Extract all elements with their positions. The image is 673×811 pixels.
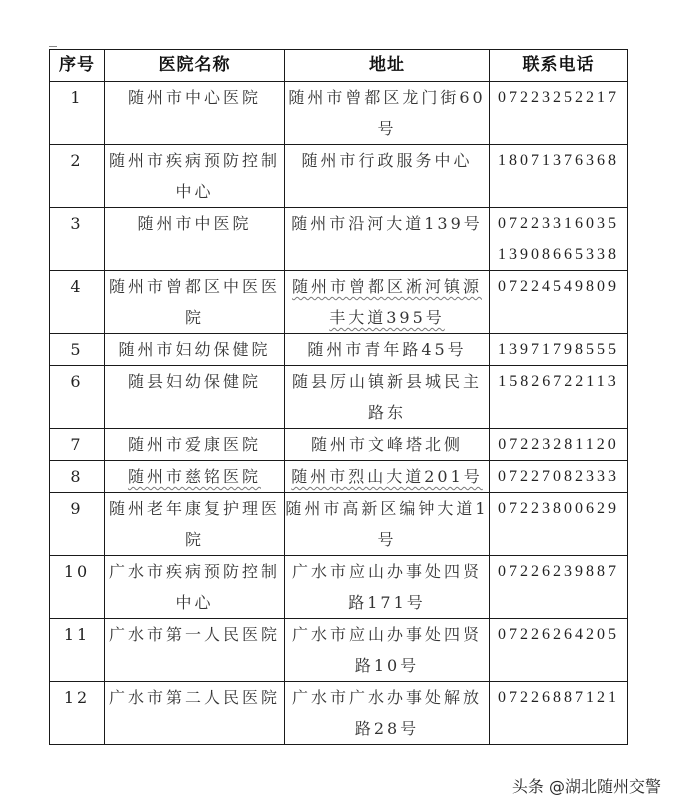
table-row	[50, 429, 628, 461]
phone-number: 07227082333	[498, 468, 619, 485]
phone-number: 13908665338	[498, 246, 619, 263]
row-no: 2	[50, 145, 105, 208]
hospital-phone	[490, 366, 628, 429]
phone-number: 07223800629	[498, 500, 619, 517]
row-no: 5	[50, 334, 105, 366]
hospital-address: 广水市应山办事处四贤路171号	[285, 556, 490, 619]
row-no: 4	[50, 271, 105, 334]
hospital-name: 随州市中医院	[105, 208, 285, 271]
hospital-name: 随州市妇幼保健院	[105, 334, 285, 366]
phone-number: 18071376368	[498, 152, 619, 169]
header-phone: 联系电话	[490, 50, 628, 82]
hospital-address: 随州市曾都区淅河镇源丰大道395号	[285, 271, 490, 334]
hospital-phone	[490, 334, 628, 366]
phone-number: 07224549809	[498, 278, 619, 295]
hospital-phone	[490, 82, 628, 145]
phone-number: 15826722113	[498, 373, 619, 390]
hospital-contact-table	[49, 49, 628, 745]
hospital-phone	[490, 682, 628, 745]
hospital-name: 广水市第一人民医院	[105, 619, 285, 682]
hospital-address: 随州市青年路45号	[285, 334, 490, 366]
row-no: 8	[50, 461, 105, 493]
phone-number: 13971798555	[498, 341, 619, 358]
hospital-name: 广水市疾病预防控制中心	[105, 556, 285, 619]
row-no: 10	[50, 556, 105, 619]
row-no: 12	[50, 682, 105, 745]
phone-number: 07223316035	[498, 215, 619, 232]
hospital-phone	[490, 619, 628, 682]
hospital-phone	[490, 556, 628, 619]
hospital-phone	[490, 461, 628, 493]
hospital-phone	[490, 271, 628, 334]
table-row	[50, 682, 628, 745]
hospital-address: 随州市烈山大道201号	[285, 461, 490, 493]
hospital-phone	[490, 493, 628, 556]
phone-number: 07226887121	[498, 689, 619, 706]
hospital-address: 随州市曾都区龙门街60号	[285, 82, 490, 145]
phone-number: 07223281120	[498, 436, 619, 453]
row-no: 9	[50, 493, 105, 556]
header-no: 序号	[50, 50, 105, 82]
hospital-phone	[490, 208, 628, 271]
row-no: 7	[50, 429, 105, 461]
row-no: 6	[50, 366, 105, 429]
hospital-address: 随州市沿河大道139号	[285, 208, 490, 271]
header-hospital-name: 医院名称	[105, 50, 285, 82]
source-watermark: 头条 @湖北随州交警	[511, 777, 661, 796]
hospital-address: 广水市广水办事处解放路28号	[285, 682, 490, 745]
hospital-name: 随州市慈铭医院	[105, 461, 285, 493]
table-row	[50, 556, 628, 619]
hospital-name: 随州市疾病预防控制中心	[105, 145, 285, 208]
hospital-name: 随州市中心医院	[105, 82, 285, 145]
table-row	[50, 493, 628, 556]
hospital-address: 随县厉山镇新县城民主路东	[285, 366, 490, 429]
header-address: 地址	[285, 50, 490, 82]
table-row	[50, 366, 628, 429]
table-row	[50, 461, 628, 493]
phone-number: 07223252217	[498, 89, 619, 106]
hospital-name: 随州市爱康医院	[105, 429, 285, 461]
table-row	[50, 82, 628, 145]
row-no: 3	[50, 208, 105, 271]
table-header-row	[50, 50, 628, 82]
hospital-name: 随州老年康复护理医院	[105, 493, 285, 556]
table-row	[50, 208, 628, 271]
hospital-name: 广水市第二人民医院	[105, 682, 285, 745]
hospital-address: 随州市高新区编钟大道1号	[285, 493, 490, 556]
table-row	[50, 271, 628, 334]
row-no: 11	[50, 619, 105, 682]
hospital-phone	[490, 145, 628, 208]
hospital-address: 随州市文峰塔北侧	[285, 429, 490, 461]
table-row	[50, 145, 628, 208]
hospital-address: 广水市应山办事处四贤路10号	[285, 619, 490, 682]
phone-number: 07226264205	[498, 626, 619, 643]
phone-number: 07226239887	[498, 563, 619, 580]
table-row	[50, 334, 628, 366]
table-row	[50, 619, 628, 682]
corner-mark	[49, 46, 57, 47]
hospital-name: 随州市曾都区中医医院	[105, 271, 285, 334]
hospital-phone	[490, 429, 628, 461]
hospital-name: 随县妇幼保健院	[105, 366, 285, 429]
row-no: 1	[50, 82, 105, 145]
hospital-address: 随州市行政服务中心	[285, 145, 490, 208]
